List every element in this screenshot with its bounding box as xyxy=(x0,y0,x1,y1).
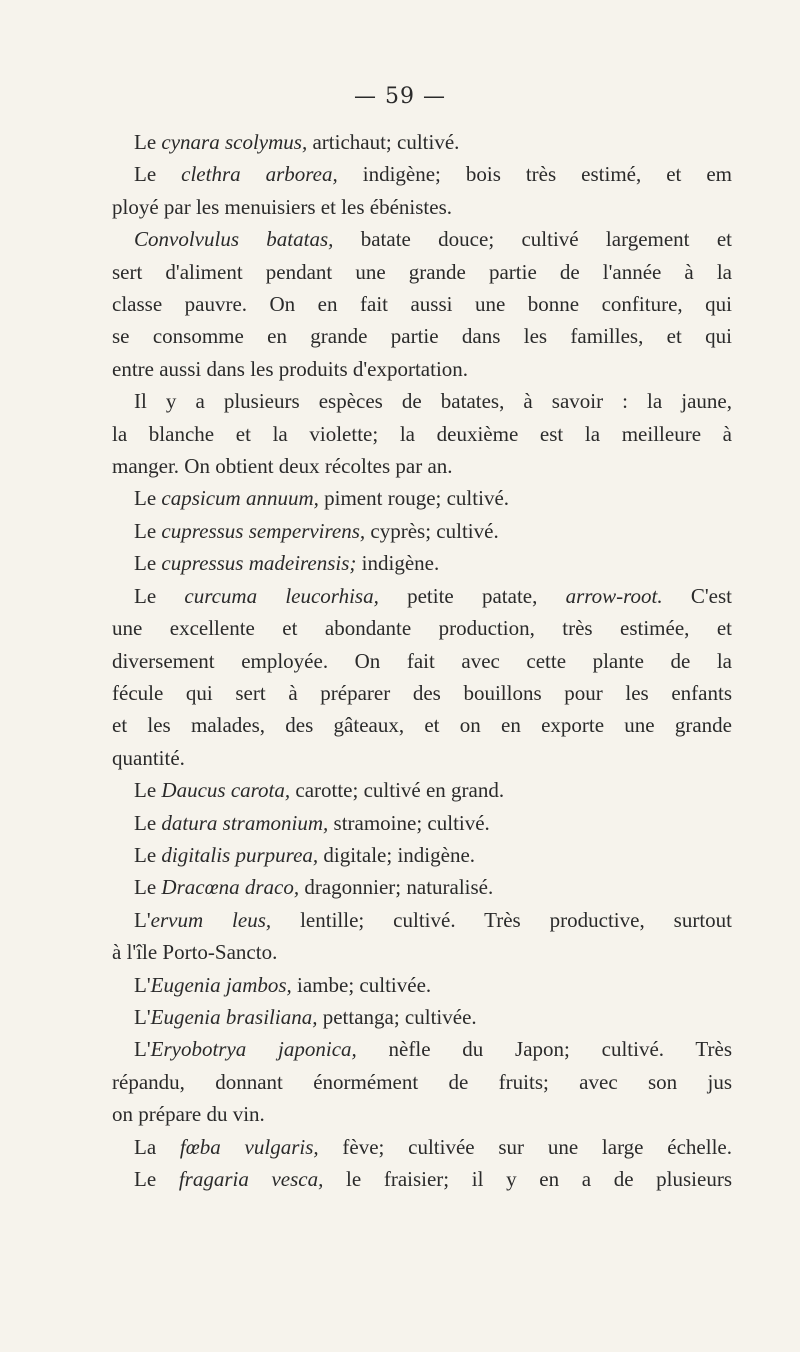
text-line xyxy=(112,580,732,612)
text-span: Le xyxy=(134,551,162,576)
text-line xyxy=(112,645,732,677)
text-line xyxy=(112,547,732,579)
text-span: classe pauvre. On en fait aussi une bonne confiture, qui xyxy=(112,292,732,317)
text-span: Le xyxy=(134,486,162,511)
text-span: Le xyxy=(134,583,185,608)
text-span: nèfle du Japon; cultivé. Très xyxy=(356,1037,732,1062)
italic-term: cupressus madeirensis; xyxy=(161,551,357,576)
italic-term: arrow-root. xyxy=(565,583,663,608)
italic-term: Eugenia jambos, xyxy=(150,972,292,997)
text-line xyxy=(112,223,732,255)
text-span: fève; cultivée sur une large échelle. xyxy=(318,1134,732,1159)
italic-term: digitalis purpurea, xyxy=(161,842,319,867)
text-span: Le xyxy=(134,842,162,867)
text-line xyxy=(112,677,732,709)
text-line xyxy=(112,418,732,450)
text-line xyxy=(112,774,732,806)
text-line xyxy=(112,450,732,482)
italic-term: Eryobotrya japonica, xyxy=(150,1037,357,1062)
italic-term: fœba vulgaris, xyxy=(179,1134,319,1159)
text-span: répandu, donnant énormément de fruits; avec son jus xyxy=(112,1069,732,1094)
text-span: L' xyxy=(134,907,151,932)
text-span: et les malades, des gâteaux, et on en exporte une grande xyxy=(112,713,732,738)
text-line xyxy=(112,191,732,223)
text-span: iambe; cultivée. xyxy=(291,972,432,997)
text-line xyxy=(112,936,732,968)
italic-term: cupressus sempervirens, xyxy=(161,518,366,543)
text-span: pettanga; cultivée. xyxy=(317,1004,477,1029)
text-line xyxy=(112,288,732,320)
text-span: carotte; cultivé en grand. xyxy=(290,778,505,803)
text-line xyxy=(112,1066,732,1098)
italic-term: Daucus carota, xyxy=(161,778,291,803)
page-number: — 59 — xyxy=(354,84,446,109)
text-span: fécule qui sert à préparer des bouillons pour les enfants xyxy=(112,680,732,705)
text-line xyxy=(112,839,732,871)
text-span: C'est xyxy=(662,583,732,608)
italic-term: cynara scolymus, xyxy=(161,130,308,154)
text-span: indigène. xyxy=(356,551,440,576)
text-span: La xyxy=(134,1134,180,1159)
text-span: L' xyxy=(134,1004,151,1029)
body-text xyxy=(112,126,732,1195)
italic-term: Dracœna draco, xyxy=(161,875,300,900)
text-line xyxy=(112,1163,732,1195)
italic-term: datura stramonium, xyxy=(161,810,329,835)
text-span: petite patate, xyxy=(378,583,566,608)
text-span: cyprès; cultivé. xyxy=(365,518,499,543)
text-line xyxy=(112,320,732,352)
text-line xyxy=(112,256,732,288)
text-span: le fraisier; il y en a de plusieurs xyxy=(323,1167,732,1191)
text-line xyxy=(112,612,732,644)
text-line xyxy=(112,1131,732,1163)
text-span: Le xyxy=(134,1167,179,1191)
italic-term: fragaria vesca, xyxy=(178,1167,324,1191)
text-span: Le xyxy=(134,875,162,900)
text-line xyxy=(112,515,732,547)
text-line xyxy=(112,482,732,514)
text-span: digitale; indigène. xyxy=(318,842,476,867)
text-line xyxy=(112,1001,732,1033)
text-span: Le xyxy=(134,810,162,835)
text-line xyxy=(112,807,732,839)
text-span: piment rouge; cultivé. xyxy=(318,486,510,511)
text-span: dragonnier; naturalisé. xyxy=(299,875,494,900)
italic-term: capsicum annuum, xyxy=(161,486,319,511)
text-line xyxy=(112,158,732,190)
text-span: se consomme en grande partie dans les familles, et qui xyxy=(112,324,732,349)
text-span: L' xyxy=(134,1037,151,1062)
text-line xyxy=(112,904,732,936)
text-span: batate douce; cultivé largement et xyxy=(333,227,732,252)
text-span: on prépare du vin. xyxy=(112,1102,265,1127)
text-span: Le xyxy=(134,130,162,154)
italic-term: clethra arborea, xyxy=(181,162,338,187)
text-span: Le xyxy=(134,518,162,543)
text-span: une excellente et abondante production, très estimée, et xyxy=(112,616,732,641)
text-line xyxy=(112,126,732,158)
text-span: artichaut; cultivé. xyxy=(307,130,460,154)
text-line xyxy=(112,969,732,1001)
text-span: diversement employée. On fait avec cette plante de la xyxy=(112,648,732,673)
text-line xyxy=(112,385,732,417)
text-line xyxy=(112,871,732,903)
text-span: à l'île Porto-Sancto. xyxy=(112,940,278,965)
text-span: Le xyxy=(134,778,162,803)
text-line xyxy=(112,1098,732,1130)
text-span: sert d'aliment pendant une grande partie de l'année à la xyxy=(112,259,732,284)
text-span: quantité. xyxy=(112,745,185,770)
text-span: entre aussi dans les produits d'exportation. xyxy=(112,356,469,381)
text-span: stramoine; cultivé. xyxy=(328,810,490,835)
text-line xyxy=(112,353,732,385)
text-span: manger. On obtient deux récoltes par an. xyxy=(112,454,453,479)
italic-term: Eugenia brasiliana, xyxy=(150,1004,318,1029)
text-span: Le xyxy=(134,162,182,187)
text-line xyxy=(112,742,732,774)
italic-term: curcuma leucorhisa, xyxy=(184,583,379,608)
text-span: indigène; bois très estimé, et em xyxy=(337,162,732,187)
text-span: la blanche et la violette; la deuxième est la meilleure à xyxy=(112,421,732,446)
text-span: lentille; cultivé. Très productive, surtout xyxy=(271,907,732,932)
italic-term: ervum leus, xyxy=(150,907,272,932)
italic-term: Convolvulus batatas, xyxy=(134,227,334,252)
text-span: L' xyxy=(134,972,151,997)
text-line xyxy=(112,709,732,741)
text-span: ployé par les menuisiers et les ébénistes. xyxy=(112,194,452,219)
text-span: Il y a plusieurs espèces de batates, à savoir : la jaune, xyxy=(134,389,732,414)
text-line xyxy=(112,1033,732,1065)
